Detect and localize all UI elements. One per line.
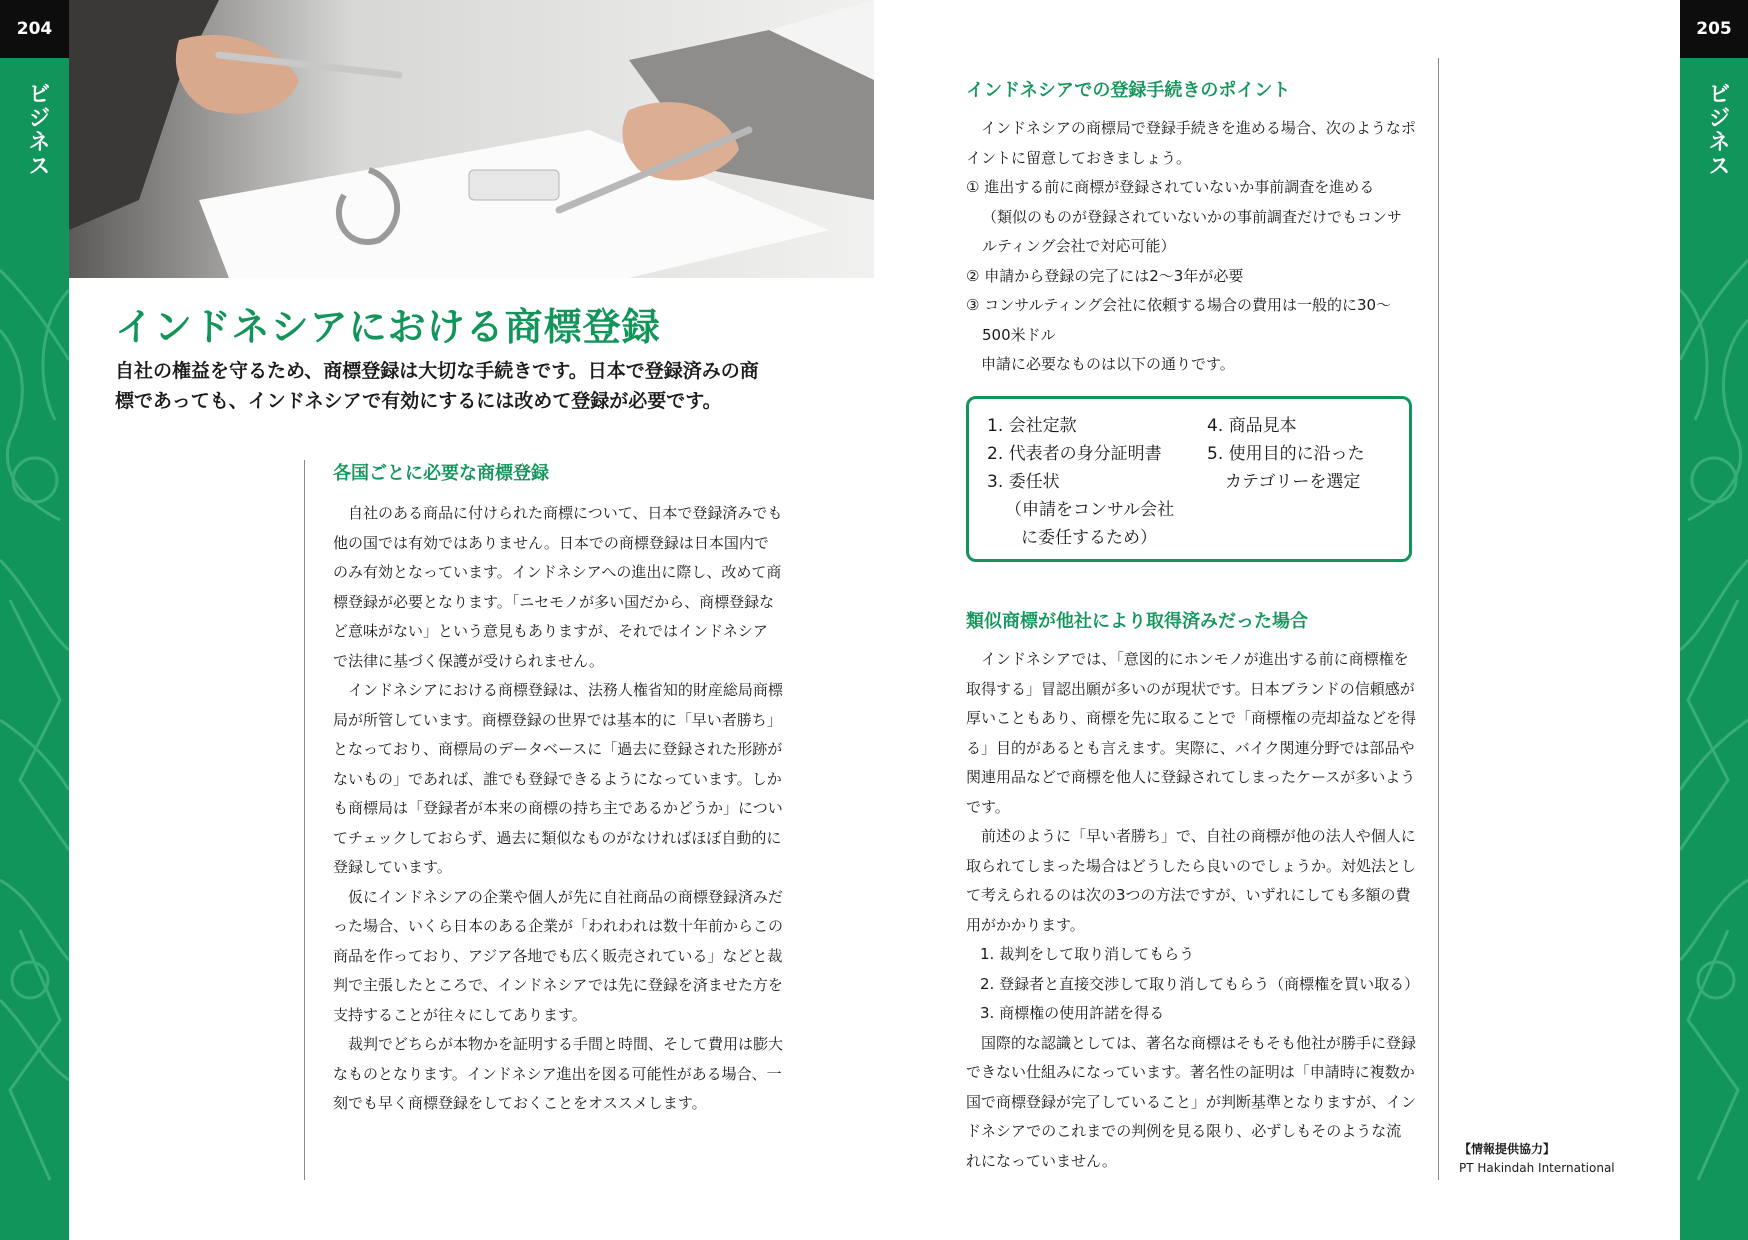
document-item: 4. 商品見本 — [1207, 416, 1297, 436]
article-title: インドネシアにおける商標登録 — [115, 305, 661, 349]
right-page-number: 205 — [1680, 0, 1748, 58]
document-item: カテゴリーを選定 — [1225, 472, 1361, 492]
requirements-intro: 申請に必要なものは以下の通りです。 — [981, 355, 1235, 373]
right-side-strip — [1680, 0, 1748, 1240]
point-item: ② 申請から登録の完了には2～3年が必要 — [966, 266, 1244, 285]
section1-paragraph: 仮にインドネシアの企業や個人が先に自社商品の商標登録済みだった場合、いくら日本のある企業が「われわれは数十年前からこの商品を作っており、アジア各地でも広く販売されている」などと裁判で主張したところで、インドネシアでは先に登録を済ませた方を支持することが往々にしてあります。 — [333, 887, 784, 1024]
section3-heading: 類似商標が他社により取得済みだった場合 — [966, 611, 1308, 632]
documents-left-column — [987, 412, 1174, 552]
right-section-label: ビジネス — [1705, 82, 1730, 178]
document-item: に委任するため） — [1021, 528, 1157, 548]
method-item: 2. 登録者と直接交渉して取り消してもらう（商標権を買い取る） — [980, 974, 1420, 993]
document-item: 2. 代表者の身分証明書 — [987, 444, 1162, 464]
document-item: 5. 使用目的に沿った — [1207, 444, 1365, 464]
point-item: ③ コンサルティング会社に依頼する場合の費用は一般的に30～500米ドル — [966, 296, 1392, 344]
section-trademark-per-country — [333, 459, 783, 1119]
article-lead: 自社の権益を守るため、商標登録は大切な手続きです。日本で登録済みの商標であっても、インドネシアで有効にするには改めて登録が必要です。 — [115, 360, 759, 412]
credit-label: 【情報提供協力】 — [1459, 1142, 1556, 1156]
method-item: 3. 商標権の使用許諾を得る — [980, 1004, 1165, 1022]
document-item: 1. 会社定款 — [987, 416, 1077, 436]
point-item: ① 進出する前に商標が登録されていないか事前調査を進める — [966, 178, 1375, 196]
section2-intro: インドネシアの商標局で登録手続きを進める場合、次のようなポイントに留意しておきましょう。 — [966, 119, 1416, 167]
left-side-strip — [0, 0, 69, 1240]
section-registration-points — [966, 76, 1416, 380]
credit-company: PT Hakindah International — [1459, 1161, 1615, 1175]
section1-paragraph: インドネシアにおける商標登録は、法務人権省知的財産総局商標局が所管しています。商標登録の世界では基本的に「早い者勝ち」となっており、商標局のデータベースに「過去に登録された形跡がないもの」であれば、誰でも登録できるようになっています。しかも商標局は「登録者が本来の商標の持ち主であるかどうか」についてチェックしておらず、過去に類似なものがなければほぼ自動的に登録しています。 — [333, 681, 783, 876]
document-item: 3. 委任状 — [987, 472, 1060, 492]
map-pattern-left — [0, 0, 69, 1240]
section1-paragraph: 裁判でどちらが本物かを証明する手間と時間、そして費用は膨大なものとなります。インドネシア進出を図る可能性がある場合、一刻でも早く商標登録をしておくことをオススメします。 — [333, 1035, 784, 1112]
document-item: （申請をコンサル会社 — [1005, 500, 1175, 520]
left-column-rule — [304, 460, 305, 1180]
business-meeting-photo — [69, 0, 874, 278]
required-documents-box — [966, 396, 1412, 562]
section-similar-trademark — [966, 607, 1420, 1176]
point-item-note: （類似のものが登録されていないかの事前調査だけでもコンサルティング会社で対応可能） — [982, 207, 1403, 255]
documents-right-column — [1207, 412, 1365, 496]
section3-paragraph: インドネシアでは、「意図的にホンモノが進出する前に商標権を取得する」冒認出願が多いのが現状です。日本ブランドの信頼感が厚いこともあり、商標を先に取ることで「商標権の売却益などを得る」目的があるとも言えます。実際に、バイク関連分野では部品や関連用品などで商標を他人に登録されてしまったケースが多いようです。 — [966, 650, 1417, 816]
section1-paragraph: 自社のある商品に付けられた商標について、日本で登録済みでも他の国では有効ではありません。日本での商標登録は日本国内でのみ有効となっています。インドネシアへの進出に際し、改めて商標登録が必要となります。「ニセモノが多い国だから、商標登録など意味がない」という意見もありますが、それではインドネシアで法律に基づく保護が受けられません。 — [333, 504, 783, 670]
method-item: 1. 裁判をして取り消してもらう — [980, 945, 1195, 963]
section2-heading: インドネシアでの登録手続きのポイント — [966, 80, 1291, 101]
right-column-rule — [1438, 58, 1439, 1180]
info-credit — [1459, 1140, 1615, 1178]
left-section-label: ビジネス — [25, 82, 50, 178]
section3-closing: 国際的な認識としては、著名な商標はそもそも他社が勝手に登録できない仕組みになっています。著名性の証明は「申請時に複数か国で商標登録が完了していること」が判断基準となりますが、インドネシアでのこれまでの判例を見る限り、必ずしもそのような流れになっていません。 — [966, 1033, 1417, 1170]
section3-paragraph: 前述のように「早い者勝ち」で、自社の商標が他の法人や個人に取られてしまった場合はどうしたら良いのでしょうか。対処法として考えられるのは次の3つの方法ですが、いずれにしても多額の費用がかかります。 — [966, 827, 1417, 934]
left-page-number: 204 — [0, 0, 69, 58]
section1-heading: 各国ごとに必要な商標登録 — [333, 463, 549, 484]
map-pattern-right — [1680, 0, 1748, 1240]
